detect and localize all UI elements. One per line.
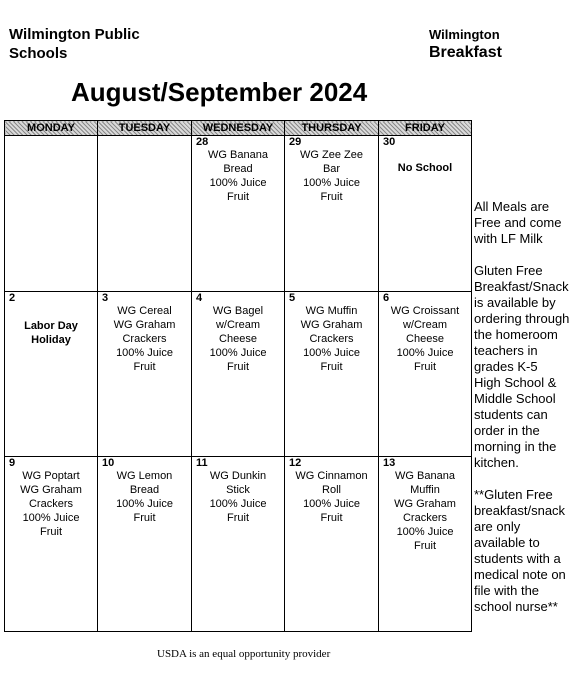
- menu-items: [285, 148, 378, 204]
- menu-items: [285, 304, 378, 374]
- menu-line: Fruit: [320, 512, 343, 524]
- menu-items: [192, 469, 284, 525]
- menu-line: Cheese: [406, 333, 444, 345]
- menu-line: Fruit: [227, 512, 249, 524]
- note-line: grades K-5: [474, 359, 538, 374]
- menu-line: WG Zee Zee: [300, 149, 363, 161]
- day-cell: [98, 457, 192, 632]
- menu-line: WG Poptart: [22, 470, 80, 482]
- menu-items: [98, 469, 191, 525]
- menu-line: WG Graham: [394, 498, 456, 510]
- holiday-label: Holiday: [31, 334, 71, 346]
- day-cell: [285, 136, 379, 292]
- menu-type-town: Wilmington: [429, 27, 500, 42]
- week-row: [5, 136, 472, 292]
- menu-items: [192, 148, 284, 204]
- menu-line: 100% Juice: [116, 347, 173, 359]
- menu-line: Crackers: [28, 498, 73, 510]
- menu-type: [429, 26, 502, 62]
- menu-line: Fruit: [227, 361, 249, 373]
- menu-line: 100% Juice: [396, 526, 454, 538]
- day-number: 10: [102, 457, 115, 469]
- day-cell-empty: [5, 136, 98, 292]
- note-line: High School &: [474, 375, 557, 390]
- day-cell: [192, 292, 285, 457]
- menu-line: 100% Juice: [22, 512, 80, 524]
- note-line: morning in the: [474, 439, 557, 454]
- menu-line: WG Muffin: [305, 305, 358, 317]
- note-line: with LF Milk: [474, 231, 543, 246]
- district-name-line1: Wilmington Public: [9, 26, 140, 43]
- day-cell: [5, 457, 98, 632]
- menu-line: Muffin: [410, 484, 440, 496]
- menu-line: Fruit: [320, 361, 343, 373]
- menu-line: 100% Juice: [209, 347, 267, 359]
- menu-line: WG Croissant: [390, 305, 460, 317]
- menu-line: Crackers: [122, 333, 167, 345]
- menu-line: 100% Juice: [396, 347, 454, 359]
- menu-line: Crackers: [309, 333, 354, 345]
- weekday-header-wednesday: WEDNESDAY: [192, 121, 285, 136]
- district-name-line2: Schools: [9, 45, 68, 62]
- menu-line: WG Graham: [300, 319, 363, 331]
- note-line: order in the: [474, 423, 540, 438]
- day-number: 28: [196, 136, 209, 148]
- menu-line: 100% Juice: [209, 177, 267, 189]
- day-number: 5: [289, 292, 296, 304]
- day-cell: [379, 292, 472, 457]
- menu-line: WG Graham: [113, 319, 176, 331]
- note-line: available to: [474, 535, 540, 550]
- day-cell: [285, 292, 379, 457]
- day-cell: [379, 136, 472, 292]
- day-cell: [192, 136, 285, 292]
- menu-items: [192, 304, 284, 374]
- menu-line: 100% Juice: [303, 347, 360, 359]
- district-name: [9, 25, 140, 63]
- menu-line: 100% Juice: [303, 177, 360, 189]
- day-number: 12: [289, 457, 302, 469]
- note-line: students can: [474, 407, 548, 422]
- day-number: 9: [9, 457, 16, 469]
- day-cell-empty: [98, 136, 192, 292]
- menu-line: Stick: [226, 484, 250, 496]
- menu-line: Cheese: [219, 333, 257, 345]
- menu-items: [5, 319, 97, 347]
- menu-items: [379, 469, 471, 553]
- menu-items: [285, 469, 378, 525]
- day-number: 30: [383, 136, 396, 148]
- day-number: 4: [196, 292, 203, 304]
- menu-line: WG Graham: [20, 484, 82, 496]
- menu-line: Fruit: [133, 361, 156, 373]
- menu-items: [98, 304, 191, 374]
- menu-line: Fruit: [320, 191, 343, 203]
- menu-line: 100% Juice: [116, 498, 173, 510]
- note-line: All Meals are: [474, 199, 550, 214]
- note-line: teachers in: [474, 343, 538, 358]
- menu-line: Bread: [223, 163, 253, 175]
- medical-note: [474, 487, 576, 615]
- note-line: **Gluten Free: [474, 487, 553, 502]
- weekday-header-monday: MONDAY: [5, 121, 98, 136]
- menu-line: WG Bagel: [212, 305, 264, 317]
- day-cell: [379, 457, 472, 632]
- menu-line: WG Banana: [395, 470, 455, 482]
- menu-line: 100% Juice: [303, 498, 360, 510]
- note-line: students with a: [474, 551, 561, 566]
- note-line: Middle School: [474, 391, 556, 406]
- note-line: is available by: [474, 295, 556, 310]
- note-line: school nurse**: [474, 599, 558, 614]
- note-line: file with the: [474, 583, 540, 598]
- note-line: Free and come: [474, 215, 562, 230]
- menu-line: WG Cinnamon: [295, 470, 368, 482]
- menu-line: WG Lemon: [116, 470, 173, 482]
- menu-line: WG Banana: [208, 149, 268, 161]
- menu-items: [379, 304, 471, 374]
- menu-line: w/Cream: [215, 319, 260, 331]
- weekday-header-friday: FRIDAY: [379, 121, 472, 136]
- usda-statement: USDA is an equal opportunity provider: [157, 648, 331, 660]
- menu-line: Fruit: [227, 191, 249, 203]
- day-number: 13: [383, 457, 396, 469]
- menu-items: [5, 469, 97, 539]
- day-number: 2: [9, 292, 16, 304]
- gluten-free-note: [474, 263, 576, 471]
- week-row: [5, 457, 472, 632]
- weekday-header-thursday: THURSDAY: [285, 121, 379, 136]
- day-cell: [5, 292, 98, 457]
- day-number: 11: [196, 457, 208, 469]
- weekday-header-row: [5, 121, 472, 136]
- note-line: kitchen.: [474, 455, 519, 470]
- menu-line: Fruit: [40, 526, 62, 538]
- menu-type-meal: Breakfast: [429, 44, 502, 61]
- no-school-label: No School: [397, 162, 453, 174]
- page-title: August/September 2024: [71, 77, 368, 107]
- menu-line: Fruit: [414, 361, 436, 373]
- note-line: the homeroom: [474, 327, 558, 342]
- day-number: 3: [102, 292, 109, 304]
- menu-line: WG Cereal: [117, 305, 172, 317]
- day-number: 6: [383, 292, 390, 304]
- menu-line: Fruit: [414, 540, 436, 552]
- menu-line: Bar: [322, 163, 341, 175]
- holiday-label: Labor Day: [24, 320, 78, 332]
- menu-line: Crackers: [402, 512, 447, 524]
- meals-free-note: [474, 199, 576, 247]
- week-row: [5, 292, 472, 457]
- menu-line: w/Cream: [402, 319, 447, 331]
- menu-items: [379, 161, 471, 175]
- note-line: medical note on: [474, 567, 566, 582]
- day-cell: [192, 457, 285, 632]
- day-cell: [285, 457, 379, 632]
- menu-line: WG Dunkin: [209, 470, 267, 482]
- menu-line: 100% Juice: [209, 498, 267, 510]
- note-line: are only: [474, 519, 521, 534]
- weekday-header-tuesday: TUESDAY: [98, 121, 192, 136]
- menu-line: Roll: [322, 484, 341, 496]
- menu-line: Bread: [129, 484, 160, 496]
- note-line: ordering through: [474, 311, 570, 326]
- note-line: breakfast/snack: [474, 503, 566, 518]
- day-number: 29: [289, 136, 302, 148]
- menu-calendar: [4, 120, 472, 632]
- note-line: Breakfast/Snack: [474, 279, 569, 294]
- day-cell: [98, 292, 192, 457]
- note-line: Gluten Free: [474, 263, 543, 278]
- menu-line: Fruit: [133, 512, 156, 524]
